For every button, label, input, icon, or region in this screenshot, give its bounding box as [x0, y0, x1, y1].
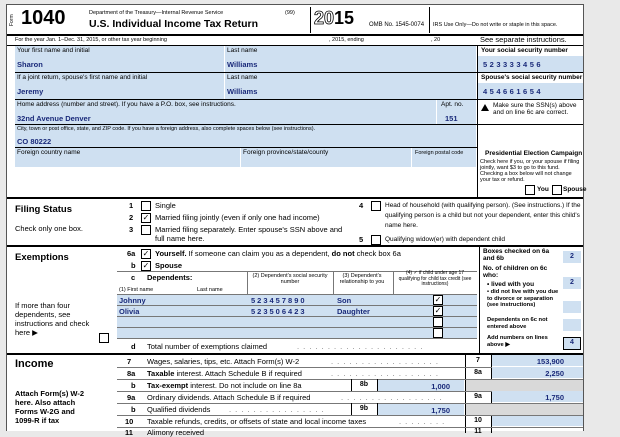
foreign-country-label: Foreign country name	[17, 149, 81, 156]
boxes-checked-value: 2	[570, 253, 574, 260]
line-9a-num: 9a	[127, 393, 136, 402]
last-name-field[interactable]	[225, 46, 476, 72]
more-dependents-checkbox[interactable]	[99, 333, 109, 343]
col2-label: (2) Dependent's social security number	[252, 273, 328, 285]
col1-first-label: (1) First name	[119, 287, 154, 293]
lived-with-value: 2	[570, 279, 574, 286]
line-8b-bold: Tax-exempt	[147, 381, 189, 390]
dependents-label: Dependents:	[147, 273, 193, 282]
dependents-not-entered-field[interactable]	[563, 319, 581, 331]
widow-label: Qualifying widow(er) with dependent child	[385, 236, 505, 243]
yourself-checkbox[interactable]: ✓	[142, 249, 150, 258]
line-8a-bold: Taxable	[147, 369, 175, 378]
first-name-label: Your first name and initial	[17, 47, 90, 54]
line-8b-box: 8b	[359, 381, 369, 388]
dependent-3-credit-checkbox[interactable]	[433, 317, 443, 327]
line-10-num: 10	[125, 417, 134, 426]
irs-use-only: IRS Use Only—Do not write or staple in this space.	[433, 22, 558, 28]
filing-status-subtitle: Check only one box.	[15, 224, 83, 233]
filing-num-4: 4	[359, 201, 364, 210]
form-number: 1040	[21, 7, 66, 29]
lived-with-label: • lived with you	[487, 281, 535, 288]
tax-year-bold: 15	[334, 8, 355, 28]
line-8a-leader: . . . . . . . . . . . . . . . . . .	[331, 369, 439, 378]
line-9a-label: Ordinary dividends. Attach Schedule B if required	[147, 393, 311, 402]
see-instructions: See separate instructions.	[480, 35, 567, 44]
line-10-amount-field[interactable]	[492, 416, 583, 426]
pec-title: Presidential Election Campaign	[485, 150, 583, 157]
line-6b-num: b	[131, 261, 136, 270]
line-9b-label: Qualified dividends	[147, 405, 211, 414]
boxes-checked-label: Boxes checked on 6a and 6b	[483, 248, 550, 262]
filing-num-3: 3	[129, 225, 134, 234]
add-numbers-label: Add numbers on lines above ▶	[487, 335, 548, 348]
dependent-2-name: Olivia	[119, 307, 140, 316]
spouse-exemption-label: Spouse	[155, 261, 183, 270]
single-checkbox[interactable]	[141, 201, 151, 211]
line-8b-amount: 1,000	[431, 382, 450, 391]
line-9a-leader: . . . . . . . . . . . . . . . . .	[341, 393, 443, 402]
line-8a-box: 8a	[474, 369, 482, 376]
city-value: CO 80222	[17, 137, 52, 146]
last-name-value: Williams	[227, 60, 258, 69]
filing-num-5: 5	[359, 235, 364, 244]
line-8a-amount: 2,250	[545, 369, 564, 378]
line-8b-label	[147, 381, 302, 390]
line-10-label: Taxable refunds, credits, or offsets of state and local income taxes	[147, 417, 367, 426]
tax-year-outline: 20	[314, 8, 335, 28]
line-11-num: 11	[125, 428, 133, 437]
pec-spouse-checkbox[interactable]	[552, 185, 562, 195]
filing-status-title: Filing Status	[15, 204, 72, 215]
tax-year	[314, 6, 354, 30]
tax-year-twenty: , 20	[431, 37, 441, 43]
married-jointly-label: Married filing jointly (even if only one had income)	[155, 213, 320, 222]
head-of-household-label: Head of household (with qualifying person). (See instructions.) If the qualifying person is a child but not your dependent, enter this child's name here.	[385, 202, 581, 229]
filing-num-2: 2	[129, 213, 134, 222]
yourself-bold: Yourself.	[155, 249, 187, 258]
line-7-leader: . . . . . . . . . . . . . . . . . .	[331, 357, 439, 366]
line-7-num: 7	[127, 357, 132, 366]
line-8b-num: b	[131, 381, 136, 390]
address-value: 32nd Avenue Denver	[17, 114, 91, 123]
line-9b-shaded	[466, 404, 583, 415]
form-code: (99)	[285, 10, 295, 16]
attach-forms-note: Attach Form(s) W-2 here. Also attach Forms W-2G and 1099-R if tax	[15, 389, 85, 425]
pec-you-label: You	[537, 186, 549, 193]
dependent-2-credit-checkbox[interactable]: ✓	[434, 306, 442, 315]
dependents-not-entered-label: Dependents on 6c not entered above	[487, 317, 548, 330]
line-10-leader: . . . . . . . .	[399, 417, 446, 426]
dependent-1-name: Johnny	[119, 296, 146, 305]
income-title: Income	[15, 358, 54, 370]
dependent-2-rel: Daughter	[337, 307, 370, 316]
spouse-first-label: If a joint return, spouse's first name and initial	[17, 74, 148, 81]
line-9a-amount: 1,750	[545, 393, 564, 402]
filing-num-1: 1	[129, 201, 134, 210]
tax-year-line: For the year Jan. 1–Dec. 31, 2015, or other tax year beginning	[15, 37, 167, 43]
married-separately-checkbox[interactable]	[141, 225, 151, 235]
line-9a-box: 9a	[474, 393, 482, 400]
line-9b-amount: 1,750	[431, 406, 450, 415]
foreign-province-label: Foreign province/state/county	[243, 149, 329, 156]
ssn-correct-note: Make sure the SSN(s) above and on line 6c are correct.	[493, 102, 577, 116]
line-9b-leader: . . . . . . . . . . . . . . . .	[229, 405, 325, 414]
pec-you-checkbox[interactable]	[525, 185, 535, 195]
total-exemptions-label: Total number of exemptions claimed	[147, 342, 268, 351]
dependent-2-ssn: 523506423	[251, 307, 307, 316]
triangle-icon	[481, 104, 489, 111]
add-numbers-value: 4	[570, 339, 574, 346]
spouse-last-value: Williams	[227, 87, 258, 96]
last-name-label: Last name	[227, 47, 258, 54]
head-of-household-checkbox[interactable]	[371, 201, 381, 211]
married-separately-label: Married filing separately. Enter spouse's SSN above and full name here.	[155, 225, 343, 243]
yourself-not: do not	[331, 249, 355, 258]
line-6d-num: d	[131, 342, 136, 351]
line-9b-num: b	[131, 405, 136, 414]
dependent-1-ssn: 523457890	[251, 296, 307, 305]
children-label: No. of children on 6c who:	[483, 265, 548, 279]
dependent-row-4[interactable]	[117, 328, 477, 338]
yourself-text: If someone can claim you as a dependent,	[188, 249, 330, 258]
dependent-1-rel: Son	[337, 296, 352, 305]
line-6c-num: c	[131, 273, 136, 282]
city-label: City, town or post office, state, and ZIP code. If you have a foreign address, also complete spaces below (see instructions).	[17, 126, 316, 132]
col1-last-label: Last name	[197, 287, 223, 293]
not-lived-field[interactable]	[563, 301, 581, 313]
form-label: Form	[9, 14, 15, 26]
widow-checkbox[interactable]	[371, 235, 381, 245]
department-text: Department of the Treasury—Internal Revenue Service	[89, 10, 224, 16]
apt-value: 151	[445, 114, 458, 123]
dependent-1-credit-checkbox[interactable]: ✓	[434, 295, 442, 304]
line-11-label: Alimony received	[147, 428, 205, 437]
ssn-label: Your social security number	[481, 47, 568, 54]
foreign-postal-label: Foreign postal code	[415, 150, 464, 156]
line-7-label: Wages, salaries, tips, etc. Attach Form(s) W-2	[147, 357, 300, 366]
address-label: Home address (number and street). If you have a P.O. box, see instructions.	[17, 101, 236, 108]
form-1040	[6, 4, 587, 437]
spouse-last-field[interactable]	[225, 73, 476, 99]
dependent-4-credit-checkbox[interactable]	[433, 328, 443, 338]
yourself-end: check box 6a	[356, 249, 401, 258]
pec-spouse-label: Spouse	[563, 186, 587, 193]
line-9b-box: 9b	[359, 405, 369, 412]
line-8b-text: interest. Do not include on line 8a	[190, 381, 302, 390]
single-label: Single	[155, 201, 176, 210]
total-exemptions-leader: . . . . . . . . . . . . . . . . . . . . .	[297, 342, 424, 351]
more-dependents-note: If more than four dependents, see instructions and check here ▶	[15, 301, 90, 337]
dependent-row-3[interactable]	[117, 317, 477, 327]
line-8b-shaded	[466, 380, 583, 391]
tax-year-ending: , 2015, ending	[329, 37, 364, 43]
apt-label: Apt. no.	[441, 101, 464, 108]
line-6a-num: 6a	[127, 249, 136, 258]
pec-text: Check here if you, or your spouse if filing jointly, want $3 to go to this fund. Checking a box below will not change your tax or refund.	[480, 159, 580, 183]
yourself-line	[155, 249, 401, 258]
not-lived-label: • did not live with you due to divorce or separation (see instructions)	[487, 289, 559, 308]
line-8a-num: 8a	[127, 369, 136, 378]
spouse-first-value: Jeremy	[17, 87, 44, 96]
spouse-last-label: Last name	[227, 74, 258, 81]
line-10-box: 10	[474, 417, 482, 424]
married-jointly-checkbox[interactable]: ✓	[142, 213, 150, 222]
line-7-amount: 153,900	[536, 357, 564, 366]
spouse-ssn-label: Spouse's social security number	[481, 74, 583, 81]
line-7-box: 7	[476, 357, 480, 364]
spouse-checkbox[interactable]: ✓	[142, 261, 150, 270]
line-11-box: 11	[474, 428, 482, 435]
col4-label: (4) ✓ if child under age 17 qualifying for child tax credit (see instructions)	[398, 270, 472, 287]
spouse-ssn-value: 454661654	[483, 87, 544, 96]
col3-label: (3) Dependent's relationship to you	[339, 273, 385, 285]
form-title: U.S. Individual Income Tax Return	[89, 18, 258, 30]
exemptions-title: Exemptions	[15, 252, 69, 263]
line-8a-label	[147, 369, 302, 378]
first-name-value: Sharon	[17, 60, 43, 69]
omb-number: OMB No. 1545-0074	[369, 22, 425, 28]
ssn-value: 523333456	[483, 60, 544, 69]
line-8a-text: interest. Attach Schedule B if required	[176, 369, 302, 378]
